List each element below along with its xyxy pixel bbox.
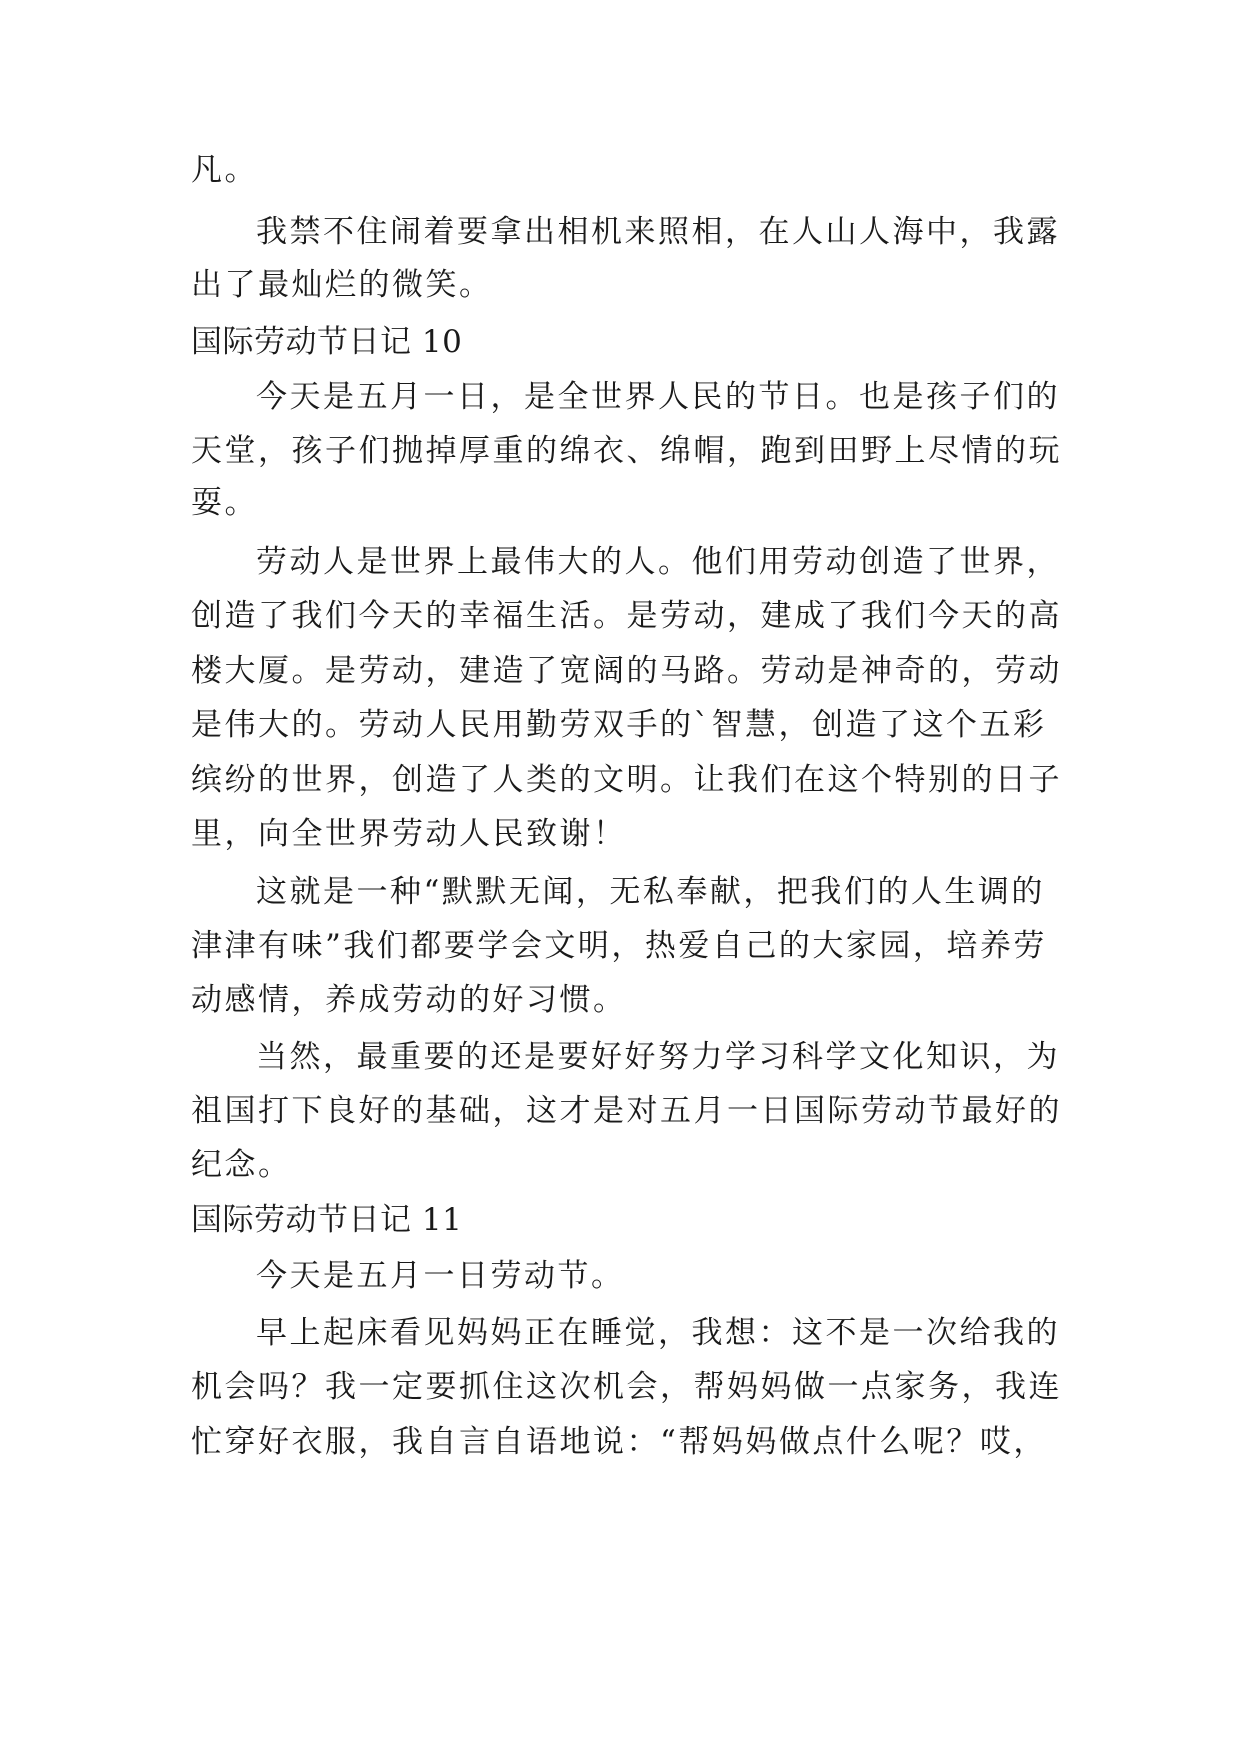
section-heading: 国际劳动节日记 11 [191, 1202, 463, 1238]
text-line: 创造了我们今天的幸福生活。是劳动，建成了我们今天的高 [191, 598, 1062, 634]
paragraph-first-line: 这就是一种“默默无闻，无私奉献，把我们的人生调的 [256, 874, 1045, 910]
text-line: 忙穿好衣服，我自言自语地说：“帮妈妈做点什么呢？哎， [191, 1424, 1047, 1460]
paragraph-first-line: 劳动人是世界上最伟大的人。他们用劳动创造了世界， [256, 544, 1060, 580]
text-line: 耍。 [191, 485, 258, 521]
paragraph-first-line: 今天是五月一日劳动节。 [256, 1258, 625, 1294]
text-line: 缤纷的世界，创造了人类的文明。让我们在这个特别的日子 [191, 762, 1062, 798]
text-line: 出了最灿烂的微笑。 [191, 267, 493, 303]
paragraph-first-line: 我禁不住闹着要拿出相机来照相，在人山人海中，我露 [256, 214, 1060, 250]
section-heading: 国际劳动节日记 10 [191, 324, 463, 360]
text-line: 纪念。 [191, 1147, 292, 1183]
text-line: 动感情，养成劳动的好习惯。 [191, 982, 627, 1018]
paragraph-first-line: 早上起床看见妈妈正在睡觉，我想：这不是一次给我的 [256, 1315, 1060, 1351]
paragraph-first-line: 当然，最重要的还是要好好努力学习科学文化知识，为 [256, 1039, 1060, 1075]
text-line: 是伟大的。劳动人民用勤劳双手的`智慧，创造了这个五彩 [191, 707, 1047, 743]
text-line: 祖国打下良好的基础，这才是对五月一日国际劳动节最好的 [191, 1093, 1062, 1129]
paragraph-first-line: 今天是五月一日，是全世界人民的节日。也是孩子们的 [256, 379, 1060, 415]
text-line: 机会吗？我一定要抓住这次机会，帮妈妈做一点家务，我连 [191, 1369, 1062, 1405]
text-line: 凡。 [191, 152, 258, 188]
text-line: 津津有味”我们都要学会文明，热爱自己的大家园，培养劳 [191, 928, 1047, 964]
text-line: 楼大厦。是劳动，建造了宽阔的马路。劳动是神奇的，劳动 [191, 653, 1062, 689]
text-line: 里，向全世界劳动人民致谢！ [191, 816, 627, 852]
text-line: 天堂，孩子们抛掉厚重的绵衣、绵帽，跑到田野上尽情的玩 [191, 433, 1062, 469]
